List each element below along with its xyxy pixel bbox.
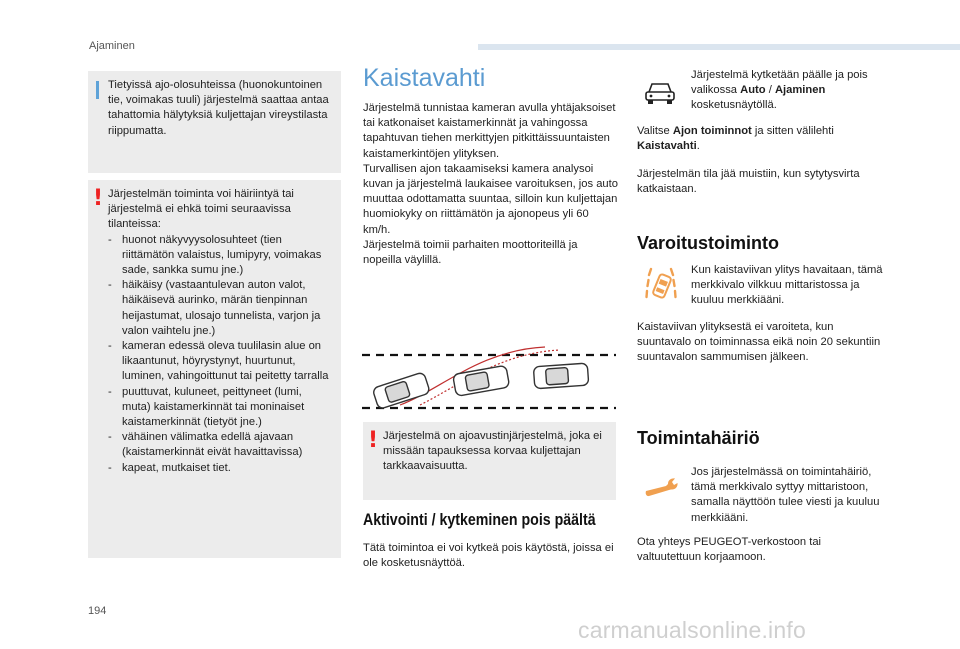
- memory-text: Järjestelmän tila jää muistiin, kun sytytysvirta katkaistaan.: [637, 168, 860, 196]
- assist-warning-box: [363, 422, 616, 500]
- list-item: - kameran edessä oleva tuulilasin alue on likaantunut, höyrystynyt, huurtunut, luminen, vahingoittunut tai peitetty tarralla: [108, 340, 329, 383]
- note-bar: [96, 81, 99, 99]
- warning-icon: !: [92, 186, 104, 211]
- varoitustoiminto-heading: Varoitustoiminto: [637, 233, 780, 253]
- kaistavahti-title: Kaistavahti: [363, 64, 486, 92]
- header-rule: [478, 44, 960, 50]
- wrench-icon: [644, 477, 680, 497]
- lane-departure-icon: [645, 266, 677, 306]
- toimintahairio-text: Ota yhteys PEUGEOT-verkostoon tai valtuutettuun korjaamoon.: [637, 536, 822, 564]
- lane-departure-illustration: [360, 335, 618, 410]
- toimintahairio-heading: Toimintahäiriö: [637, 428, 760, 448]
- kaistavahti-description: Järjestelmä tunnistaa kameran avulla yhtäjaksoiset tai katkonaiset kaistamerkinnät ja vahingossa tapahtuvan tiehen merkittyjen pitkittäissuuntaisten kaistamerkintöjen ylityksen. Turvallisen ajon takaamiseksi kamera analysoi kuvan ja järjestelmä laukaisee varoituksen, jos auto muuttaa odottamatta suuntaa, silloin kun kuljettajan huomiokyky on riittämätön ja ajonopeus yli 60 km/h. Järjestelmä toimii parhaiten moottoriteillä ja nopeilla väylillä.: [363, 102, 618, 267]
- toimintahairio-icon-text: Jos järjestelmässä on toimintahäiriö, tämä merkkivalo syttyy mittaristoon, samalla näyttöön tulee viesti ja kuuluu merkkiääni.: [691, 466, 880, 524]
- menu-auto: Auto: [740, 84, 766, 97]
- watermark: carmanualsonline.info: [578, 617, 806, 643]
- warning-content: [108, 187, 331, 476]
- page-number: 194: [88, 605, 107, 617]
- note-text: Tietyissä ajo-olosuhteissa (huonokuntoinen tie, voimakas tuuli) järjestelmä saattaa antaa tahattomia hälytyksiä kuljettajan vireystilasta riippumatta.: [108, 79, 329, 137]
- varoitus-icon-text: Kun kaistaviivan ylitys havaitaan, tämä merkkivalo vilkkuu mittaristossa ja kuuluu merkkiääni.: [691, 264, 883, 307]
- varoitus-text: Kaistaviivan ylityksestä ei varoiteta, kun suuntavalo on toiminnassa eikä noin 20 sekuntiin suuntavalon sammumisen jälkeen.: [637, 321, 881, 364]
- list-item: - huonot näkyvyysolosuhteet (tien riittämätön valaistus, lumipyry, voimakas sade, sankka sumu jne.): [108, 233, 322, 277]
- list-item: - puuttuvat, kuluneet, peittyneet (lumi, muta) kaistamerkinnät tai moninaiset kaistamerkinnät (tietyöt jne.): [108, 385, 305, 429]
- valitse-instruction: Valitse Ajon toiminnot ja sitten välilehti Kaistavahti.: [637, 125, 834, 153]
- tab-kaistavahti: Kaistavahti: [637, 140, 697, 153]
- car-front-icon: [643, 80, 677, 106]
- assist-warning-text: Järjestelmä on ajoavustinjärjestelmä, joka ei missään tapauksessa korvaa kuljettajan tarkkaavaisuutta.: [383, 430, 602, 473]
- menu-ajon-toiminnot: Ajon toiminnot: [672, 125, 752, 137]
- aktivointi-text: Tätä toimintoa ei voi kytkeä pois käytöstä, joissa ei ole kosketusnäyttöä.: [363, 542, 614, 570]
- note-box: [88, 71, 341, 173]
- warning-icon: !: [367, 428, 379, 453]
- menu-instruction: Järjestelmä kytketään päälle ja pois valikossa Auto / Ajaminen kosketusnäytöllä.: [691, 69, 868, 112]
- warning-intro: Järjestelmän toiminta voi häiriintyä tai järjestelmä ei ehkä toimi seuraavissa tilanteissa:: [108, 188, 294, 231]
- list-item: - vähäinen välimatka edellä ajavaan (kaistamerkinnät eivät havaittavissa): [108, 431, 303, 459]
- warning-list: [108, 233, 331, 476]
- aktivointi-heading: Aktivointi / kytkeminen pois päältä: [363, 511, 596, 529]
- list-item: - kapeat, mutkaiset tiet.: [108, 461, 231, 474]
- warning-box: [88, 180, 341, 558]
- menu-ajaminen: Ajaminen: [774, 84, 826, 97]
- section-label: Ajaminen: [89, 40, 135, 52]
- list-item: - häikäisy (vastaantulevan auton valot, häikäisevä aurinko, märän tienpinnan heijastumat, ulosajo tunnelista, varjon ja valon vaihtelu jne.): [108, 279, 321, 337]
